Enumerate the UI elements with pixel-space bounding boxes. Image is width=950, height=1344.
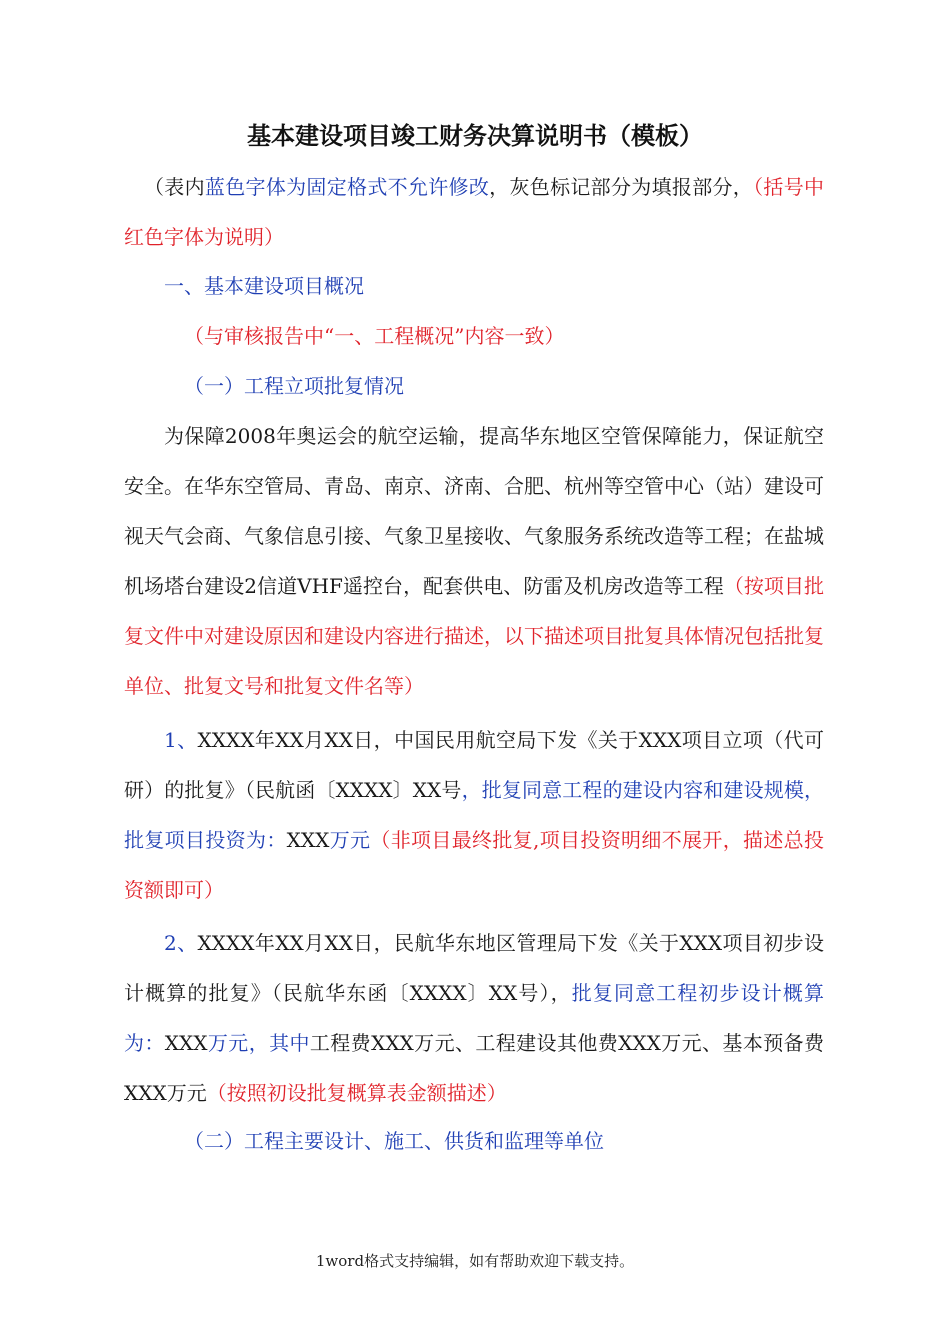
item-1-instruction: （非项目最终批复,项目投资明细不展开，描述总投资额即可） [124,828,825,902]
description-instruction: （按项目批复文件中对建设原因和建设内容进行描述，以下描述项目批复具体情况包括批复单位、批复文号和批复文件名等） [124,574,824,698]
project-description [124,411,824,711]
format-note [124,162,824,262]
item-2-text: XXXX年XX月XX日，民航华东地区管理局下发《关于XXX项目初步设计概算的批复》（民航华东函〔XXXX〕XX号）， [124,931,825,1005]
note-grey-text: ，灰色标记部分为填报部分， [489,175,754,199]
note-prefix: （表内 [144,175,205,199]
note-red-text: （括号中红色字体为说明） [124,175,825,249]
item-1-amount: XXX [286,828,330,852]
description-body: 为保障2008年奥运会的航空运输，提高华东地区空管保障能力，保证航空安全。在华东空管局、青岛、南京、济南、合肥、杭州等空管中心（站）建设可视天气会商、气象信息引接、气象卫星接收、气象服务系统改造等工程；在盐城机场塔台建设2信道VHF遥控台，配套供电、防雷及机房改造等工程 [124,424,824,598]
section-instruction: （与审核报告中“一、工程概况”内容一致） [184,324,565,348]
item-1-text: XXXX年XX月XX日，中国民用航空局下发《关于XXX项目立项（代可研）的批复》（民航函〔XXXX〕XX号 [124,728,825,802]
note-blue-text: 蓝色字体为固定格式不允许修改 [204,175,490,199]
item-2-unit: 万元，其中 [207,1031,310,1055]
approval-item-1 [124,715,824,915]
item-2-breakdown: 工程费XXX万元、工程建设其他费XXX万元、基本预备费XXX万元 [124,1031,825,1105]
item-1-fixed-text: ，批复同意工程的建设内容和建设规模，批复项目投资为： [124,778,825,852]
page-footer: 1word格式支持编辑，如有帮助欢迎下载支持。 [315,1252,635,1270]
document-title: 基本建设项目竣工财务决算说明书（模板） [247,122,703,150]
item-1-unit: 万元 [329,828,371,852]
approval-item-2 [124,918,824,1118]
item-2-fixed-text: 批复同意工程初步设计概算为： [124,981,824,1055]
item-2-amount: XXX [164,1031,208,1055]
subsection-heading-2: （二）工程主要设计、施工、供货和监理等单位 [184,1129,604,1153]
subsection-heading-1: （一）工程立项批复情况 [184,374,404,398]
item-1-number: 1、 [164,728,198,752]
section-heading-1: 一、基本建设项目概况 [164,274,364,298]
item-2-instruction: （按照初设批复概算表金额描述） [206,1081,507,1105]
item-2-number: 2、 [164,931,198,955]
